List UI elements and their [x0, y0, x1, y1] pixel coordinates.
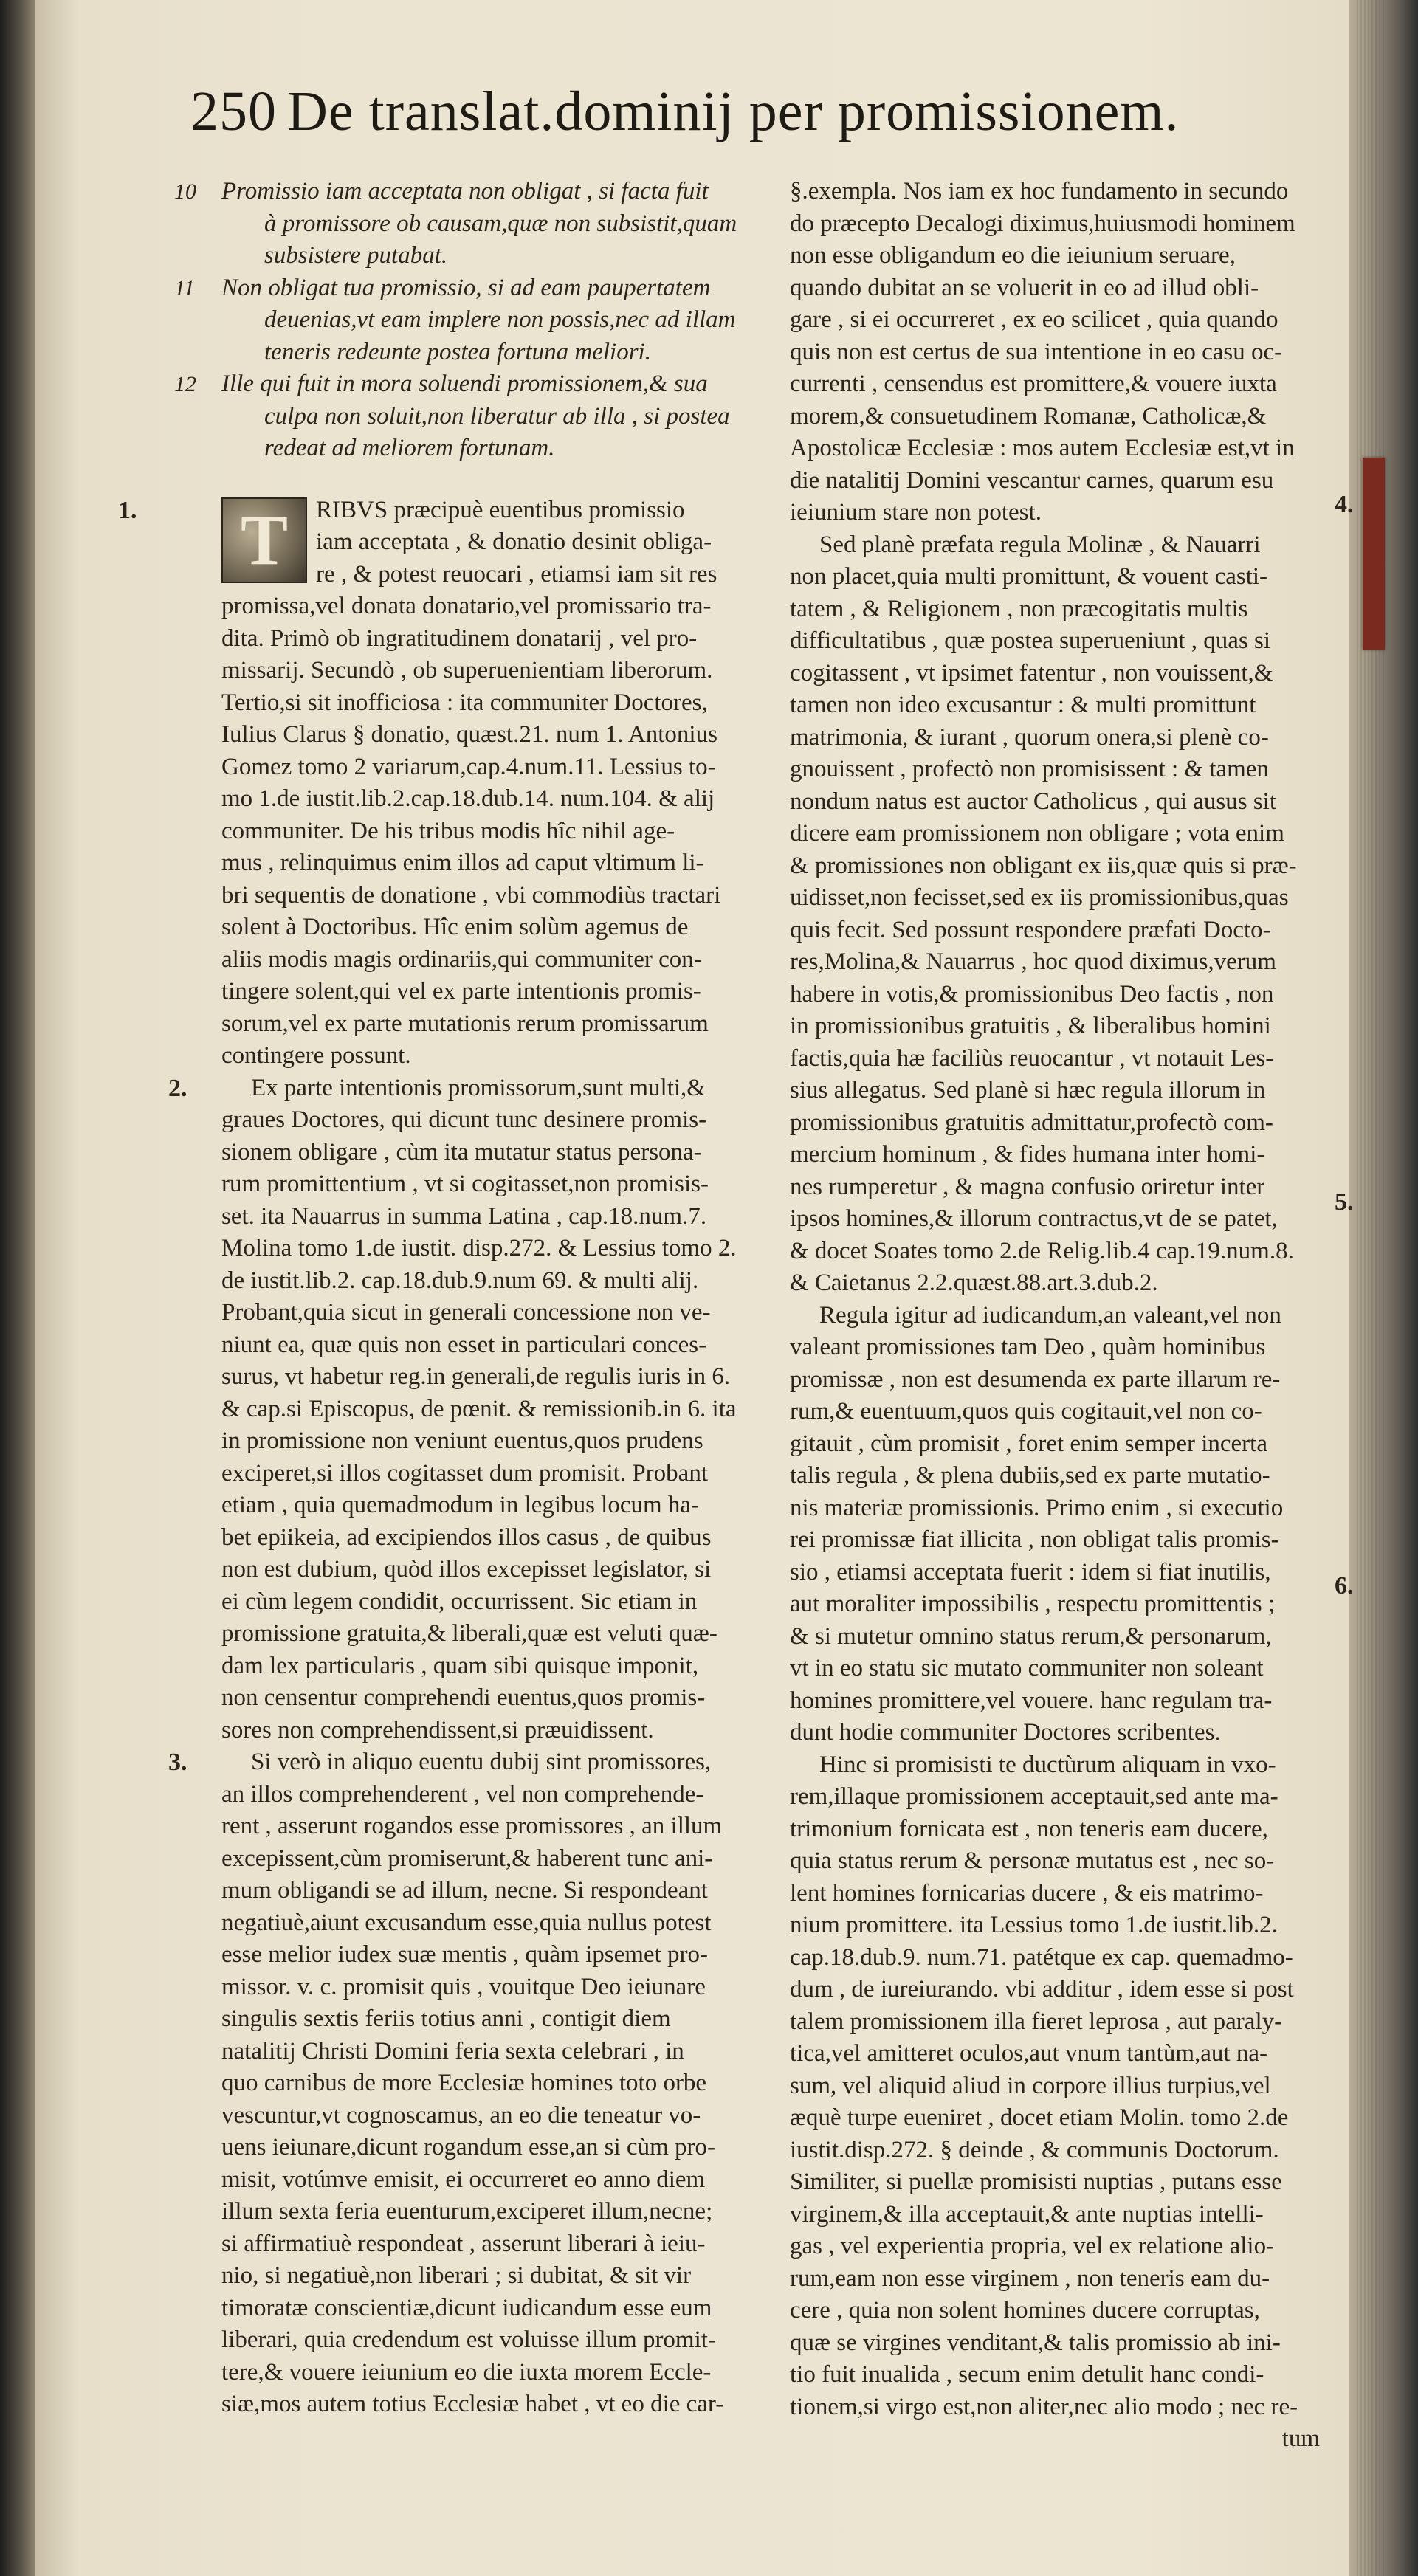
text-line: re , & potest reuocari , etiamsi iam sit res [316, 560, 717, 588]
text-line: quia status rerum & personæ mutatus est , nec so- [790, 1847, 1275, 1874]
summary-line: à promissore ob causam,quæ non subsistit,quam [264, 210, 737, 237]
text-line: lent homines fornicarias ducere , & eis matrimo- [790, 1879, 1264, 1907]
text-line: promissa,vel donata donatario,vel promissario tra- [221, 593, 712, 619]
text-line: nis materiæ promissionis. Primo enim , si executio [790, 1494, 1284, 1521]
text-line: rent , asserunt rogandos esse promissores , an illum [221, 1813, 723, 1839]
right-column [790, 176, 1342, 2456]
text-line: & docet Soates tomo 2.de Relig.lib.4 cap.19.num.8. [790, 1237, 1294, 1264]
margin-number-1: 1. [118, 496, 137, 524]
text-line: 2. Ex parte intentionis promissorum,sunt multi,& [221, 1072, 782, 1105]
summary-item [174, 272, 782, 369]
text-line: mum obligandi se ad illum, necne. Si respondeant [221, 1877, 708, 1904]
text-line: non est dubium, quòd illos excepisset legislator, si [221, 1556, 712, 1583]
opening-paragraph [118, 495, 782, 591]
text-line: Similiter, si puellæ promisisti nuptias , putans esse [790, 2169, 1282, 2195]
text-line: timoratæ conscientiæ,dicunt iudicandum esse eum [221, 2294, 712, 2321]
bookmark-tab [1363, 458, 1385, 650]
running-head [190, 80, 1179, 144]
text-line: talis regula , & plena dubiis,sed ex parte mutatio- [790, 1462, 1270, 1489]
text-line: difficultatibus , quæ postea superueniunt , quas si [790, 627, 1271, 654]
text-line: gitauit , cùm promisit , foret enim semper incerta [790, 1430, 1267, 1457]
text-line: dum , de iureiurando. vbi additur , idem esse si post [790, 1976, 1294, 2002]
text-line: æquè turpe eueniret , docet etiam Molin. tomo 2.de [790, 2104, 1289, 2131]
text-line: dunt hodie communiter Doctores scribentes. [790, 1719, 1221, 1746]
margin-number-2: 2. [168, 1074, 187, 1102]
text-line: bet epiikeia, ad excipiendos illos casus , de quibus [221, 1523, 712, 1551]
summary-number: 11 [174, 275, 195, 300]
text-line: tingere solent,qui vel ex parte intentionis promis- [221, 978, 701, 1005]
text-line: res,Molina,& Nauarrus , hoc quod diximus,verum [790, 948, 1276, 975]
text-line: gas , vel experientia propria, vel ex relatione alio- [790, 2233, 1275, 2259]
text-line: Apostolicæ Ecclesiæ : mos autem Ecclesiæ est,vt in [790, 435, 1295, 461]
text-line: die natalitij Domini vescantur carnes, quarum esu [790, 466, 1274, 494]
text-line: gare , si ei occurreret , ex eo scilicet , quia quando [790, 306, 1278, 333]
text-line: §.exempla. Nos iam ex hoc fundamento in secundo [790, 178, 1289, 204]
text-line: mus , relinquimus enim illos ad caput vltimum li- [221, 850, 704, 876]
text-line: gnouissent , profectò non promisissent : & tamen [790, 756, 1269, 782]
summary-line: redeat ad meliorem fortunam. [264, 435, 555, 461]
left-column [118, 176, 782, 2421]
text-line: quando dubitat an se voluerit in eo ad illud obli- [790, 274, 1259, 301]
text-line: uidisset,non fecisset,sed ex iis promissionibus,quas [790, 884, 1289, 911]
text-line: Gomez tomo 2 variarum,cap.4.num.11. Lessius to- [221, 753, 716, 780]
text-line: rum promittentium , vt si cogitasset,non promisis- [221, 1171, 709, 1197]
text-line: currenti , censendus est promittere,& vouere iuxta [790, 371, 1277, 397]
text-line: non esse obligandum eo die ieiunium seruare, [790, 242, 1236, 269]
chapter-summary [174, 176, 782, 465]
text-line: in promissionibus gratuitis , & liberalibus homini [790, 1013, 1271, 1039]
summary-item [174, 368, 782, 465]
page-edges [1349, 0, 1418, 2576]
text-line: sorum,vel ex parte mutationis rerum promissarum [221, 1010, 709, 1037]
left-body-text [118, 495, 782, 2421]
text-line: Regula igitur ad iudicandum,an valeant,vel non [819, 1301, 1281, 1329]
text-line: rum,eam non esse virginem , non teneris eam du- [790, 2265, 1270, 2292]
text-line: singulis sextis feriis totius anni , contigit diem [221, 2005, 671, 2032]
text-line: do præcepto Decalogi diximus,huiusmodi hominem [790, 210, 1295, 237]
margin-number-4: 4. [1335, 491, 1354, 518]
text-line: valeant promissiones tam Deo , quàm hominibus [790, 1334, 1266, 1360]
text-line: quis non est certus de sua intentione in eo casu oc- [790, 338, 1283, 365]
summary-line: culpa non soluit,non liberatur ab illa , si postea [264, 402, 730, 430]
text-line: negatiuè,aiunt excusandum esse,quia nullus potest [221, 1909, 712, 1936]
text-line: dicere eam promissionem non obligare ; vota enim [790, 820, 1284, 847]
text-line: rem,illaque promissionem acceptauit,sed ante ma- [790, 1783, 1278, 1810]
text-line: tica,vel amitteret oculos,aut vnum tantùm,aut na- [790, 2040, 1267, 2067]
text-line: liberari, quia credendum est voluisse illum promit- [221, 2327, 716, 2353]
text-line: 3. Si verò in aliquo euentu dubij sint promissores, [221, 1746, 782, 1779]
text-line: natalitij Christi Domini feria sexta celebrari , in [221, 2037, 684, 2064]
text-line: tio fuit inualida , secum enim detulit hanc condi- [790, 2361, 1264, 2388]
text-line: promissionibus gratuitis admittatur,profectò com- [790, 1109, 1273, 1136]
text-line: esse melior iudex suæ mentis , quàm ipsemet pro- [221, 1941, 708, 1968]
text-line: aliis modis magis ordinariis,qui communiter con- [221, 946, 702, 973]
text-line: vescuntur,vt cognoscamus, an eo die teneatur vo- [221, 2101, 701, 2129]
margin-number-5: 5. [1335, 1188, 1354, 1216]
text-line: solent à Doctoribus. Hîc enim solùm agemus de [221, 914, 689, 940]
text-line: nes rumperetur , & magna confusio oriretur inter [790, 1173, 1265, 1200]
margin-number-6: 6. [1335, 1572, 1354, 1599]
text-line: niunt ea, quæ quis non esset in particulari conces- [221, 1331, 707, 1358]
book-spine [0, 0, 35, 2576]
text-line: illum sexta feria euenturum,exciperet illum,necne; [221, 2198, 713, 2225]
page-number: 250 [190, 80, 277, 142]
text-line: sio , etiamsi acceptata fuerit : idem si fiat inutilis, [790, 1558, 1271, 1585]
text-line: sionem obligare , cùm ita mutatur status persona- [221, 1138, 702, 1165]
catchword: tum [1281, 2425, 1320, 2452]
text-line: iam acceptata , & donatio desinit obliga- [316, 528, 712, 555]
text-line: homines promittere,vel vouere. hanc regulam tra- [790, 1687, 1273, 1714]
text-line: promissione gratuita,& liberali,quæ est veluti quæ- [221, 1620, 717, 1647]
text-line: aut moraliter impossibilis , respectu promittentis ; [790, 1591, 1276, 1617]
summary-line: subsistere putabat. [264, 242, 448, 269]
text-line: uens ieiunare,dicunt rogandum esse,an si cùm pro- [221, 2134, 715, 2160]
text-line: set. ita Nauarrus in summa Latina , cap.18.num.7. [221, 1202, 707, 1230]
text-line: surus, vt habetur reg.in generali,de regulis iuris in 6. [221, 1363, 731, 1390]
text-line: tatem , & Religionem , non præcogitatis multis [790, 595, 1248, 622]
text-line: ieiunium stare non potest. [790, 499, 1042, 526]
text-line: habere in votis,& promissionibus Deo factis , non [790, 980, 1274, 1008]
text-line: vt in eo statu sic mutato communiter non soleant [790, 1655, 1264, 1681]
text-line: talem promissionem illa fieret leprosa , aut paraly- [790, 2008, 1283, 2035]
text-line: contingere possunt. [221, 1042, 411, 1069]
text-line: matrimonia, & iurant , quorum onera,si plenè co- [790, 723, 1269, 751]
text-line: rei promissæ fiat illicita , non obligat talis promis- [790, 1526, 1279, 1553]
text-line: mo 1.de iustit.lib.2.cap.18.dub.14. num.104. & alij [221, 785, 715, 812]
text-line: an illos comprehenderent , vel non comprehende- [221, 1780, 704, 1808]
summary-number: 12 [174, 372, 196, 396]
text-line: si affirmatiuè respondeat , asserunt liberari à ieiu- [221, 2230, 706, 2257]
text-line: quis fecit. Sed possunt respondere præfati Docto- [790, 916, 1271, 943]
text-line: non placet,quia multi promittunt, & vouent casti- [790, 563, 1268, 590]
summary-number: 10 [174, 179, 196, 204]
text-line: etiam , quia quemadmodum in legibus locum ha- [221, 1492, 700, 1518]
text-line: morem,& consuetudinem Romanæ, Catholicæ,& [790, 402, 1267, 430]
text-line: quæ se virgines venditant,& talis promissio ab ini- [790, 2329, 1281, 2356]
text-line: tamen non ideo excusantur : & multi promittunt [790, 692, 1256, 718]
text-line: de iustit.lib.2. cap.18.dub.9.num 69. & multi alij. [221, 1267, 699, 1294]
text-line: tere,& vouere ieiunium eo die iuxta morem Eccle- [221, 2358, 712, 2386]
summary-line: 10 Promissio iam acceptata non obligat , si facta fuit [221, 176, 782, 208]
text-line: graues Doctores, qui dicunt tunc desinere promis- [221, 1106, 707, 1133]
text-line: Probant,quia sicut in generali concessione non ve- [221, 1299, 711, 1326]
margin-number-3: 3. [168, 1749, 187, 1776]
text-line: bri sequentis de donatione , vbi commodiùs tractari [221, 881, 721, 909]
text-line: exciperet,si illos cogitasset dum promisit. Probant [221, 1459, 708, 1487]
text-line: Sed planè præfata regula Molinæ , & Nauarri [819, 531, 1261, 558]
text-line: promissæ , non est desumenda ex parte illarum re- [790, 1366, 1281, 1393]
text-line: & si mutetur omnino status rerum,& personarum, [790, 1622, 1272, 1650]
text-line: Molina tomo 1.de iustit. disp.272. & Lessius tomo 2. [221, 1235, 737, 1261]
text-line: nondum natus est auctor Catholicus , qui ausus sit [790, 788, 1277, 815]
text-line: ipsos homines,& illorum contractus,vt de se patet, [790, 1205, 1278, 1232]
summary-line: 12 Ille qui fuit in mora soluendi promissionem,& sua [221, 368, 782, 401]
text-line: nium promittere. ita Lessius tomo 1.de iustit.lib.2. [790, 1912, 1278, 1938]
summary-line: teneris redeunte postea fortuna meliori. [264, 338, 651, 365]
running-title: De translat.dominij per promissionem. [287, 80, 1180, 142]
text-line: nio, si negatiuè,non liberari ; si dubitat, & sit vir [221, 2262, 692, 2289]
text-line: misit, votúmve emisit, ei occurreret eo anno diem [221, 2166, 706, 2193]
text-line: non censentur comprehendi euentus,quos promis- [221, 1684, 706, 1711]
text-line: tionem,si virgo est,non aliter,nec alio modo ; nec re- [790, 2393, 1298, 2420]
text-line: missarij. Secundò , ob superuenientiam liberorum. [221, 657, 713, 683]
text-line: cogitassent , vt ipsimet fatentur , non vouissent,& [790, 659, 1273, 686]
text-line: siæ,mos autem totius Ecclesiæ habet , vt eo die car- [221, 2391, 724, 2417]
text-line: iustit.disp.272. § deinde , & communis Doctorum. [790, 2136, 1279, 2163]
text-line: & promissiones non obligant ex iis,quæ quis si præ- [790, 852, 1297, 879]
text-line: Hinc si promisisti te ductùrum aliquam in vxo- [819, 1751, 1276, 1778]
text-line: dita. Primò ob ingratitudinem donatarij , vel pro- [221, 624, 698, 652]
text-line: excepissent,cùm promiserunt,& haberent tunc ani- [221, 1845, 713, 1872]
text-line: trimonium fornicata est , non teneris eam ducere, [790, 1815, 1268, 1842]
text-line: & Caietanus 2.2.quæst.88.art.3.dub.2. [790, 1270, 1158, 1296]
text-line: sius allegatus. Sed planè si hæc regula illorum in [790, 1077, 1266, 1103]
text-line: sores non comprehendissent,si præuidissent. [221, 1716, 654, 1743]
text-line: in promissione non veniunt euentus,quos prudens [221, 1428, 703, 1454]
text-line: cap.18.dub.9. num.71. patétque ex cap. quemadmo- [790, 1943, 1293, 1971]
text-line: missor. v. c. promisit quis , vouitque Deo ieiunare [221, 1973, 706, 2000]
decorated-initial: T [221, 497, 307, 583]
text-line: factis,quia hæ faciliùs reuocantur , vt notauit Les- [790, 1044, 1274, 1072]
text-line: 1. RIBVS præcipuè euentibus promissio [221, 495, 782, 527]
summary-item [174, 176, 782, 272]
text-line: sum, vel aliquid aliud in corpore illius turpius,vel [790, 2072, 1271, 2099]
text-line: cere , quia non solent homines ducere corruptas, [790, 2297, 1260, 2324]
summary-line: 11 Non obligat tua promissio, si ad eam paupertatem [221, 272, 782, 305]
text-line: Tertio,si sit inofficiosa : ita communiter Doctores, [221, 689, 708, 716]
text-line: & cap.si Episcopus, de pœnit. & remissionib.in 6. ita [221, 1395, 737, 1422]
text-line: quo carnibus de more Ecclesiæ homines toto orbe [221, 2070, 707, 2096]
text-line: Iulius Clarus § donatio, quæst.21. num 1. Antonius [221, 721, 717, 748]
text-line: virginem,& illa acceptauit,& ante nuptias intelli- [790, 2200, 1264, 2228]
summary-line: deuenias,vt eam implere non possis,nec ad illam [264, 306, 736, 333]
text-line: mercium hominum , & fides humana inter homi- [790, 1141, 1265, 1168]
text-line: communiter. De his tribus modis hîc nihil age- [221, 817, 675, 844]
text-line: ei cùm legem condidit, occurrissent. Sic etiam in [221, 1588, 698, 1615]
text-line: dam lex particularis , quam sibi quisque imponit, [221, 1652, 699, 1679]
text-line: rum,& euentuum,quos quis cogitauit,vel non co- [790, 1398, 1262, 1425]
